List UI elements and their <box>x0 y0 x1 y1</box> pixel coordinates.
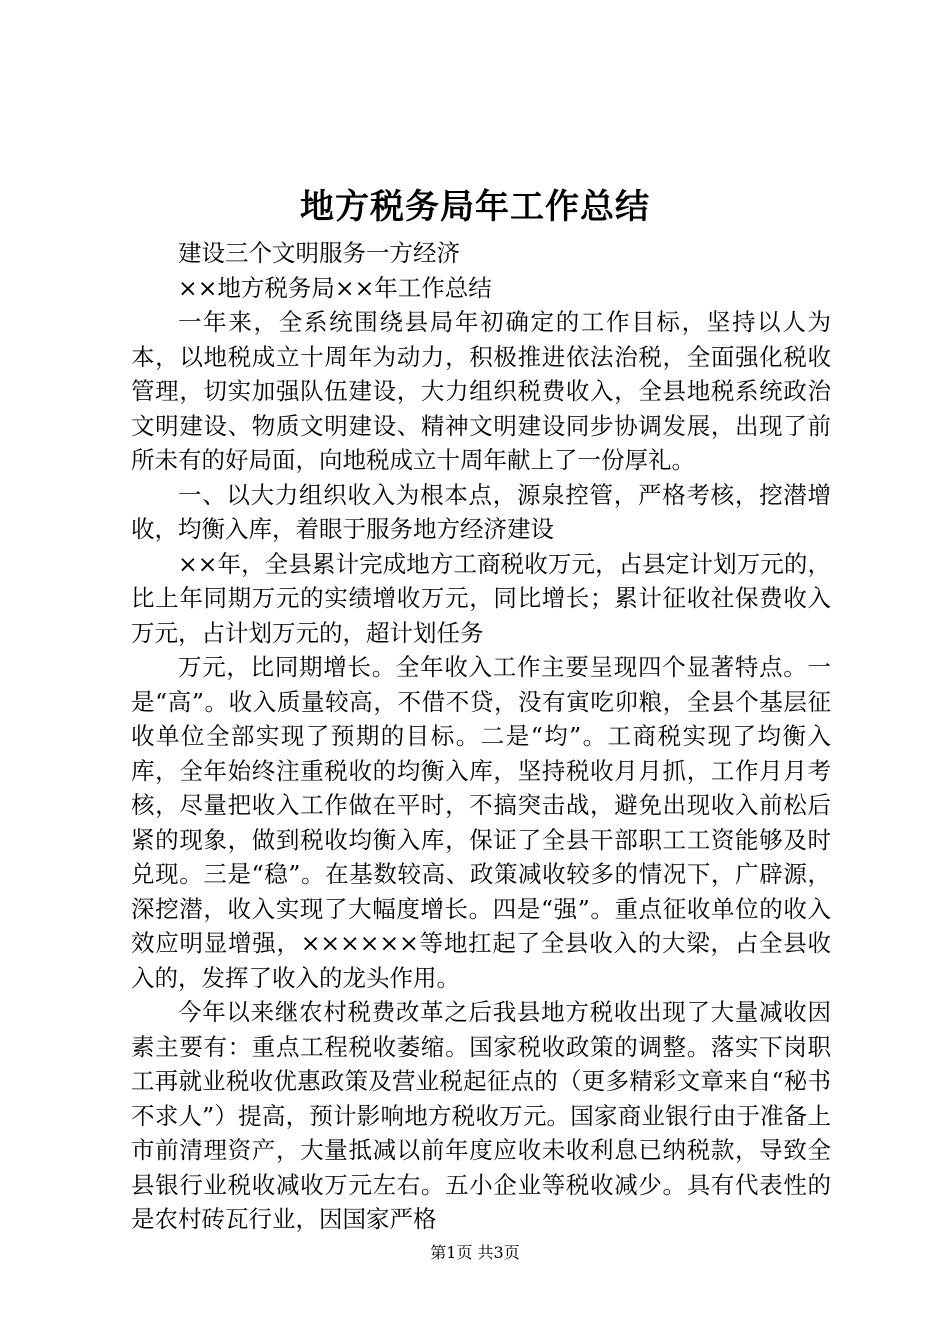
paragraph-revenue: ××年，全县累计完成地方工商税收万元，占县定计划万元的，比上年同期万元的实绩增收万元，同比增长；累计征收社保费收入万元，占计划万元的，超计划任务 <box>131 549 831 647</box>
paragraph-intro: 一年来，全系统围绕县局年初确定的工作目标，坚持以人为本，以地税成立十周年为动力，积极推进依法治税，全面强化税收管理，切实加强队伍建设，大力组织税费收入，全县地税系统政治文明建设、物质文明建设、精神文明建设同步协调发展，出现了前所未有的好局面，向地税成立十周年献上了一份厚礼。 <box>131 308 831 474</box>
paragraph-heading: ××地方税务局××年工作总结 <box>178 273 492 302</box>
page-footer: 第1页 共3页 <box>430 1243 520 1262</box>
document-body <box>131 236 831 1237</box>
document-title: 地方税务局年工作总结 <box>300 187 650 227</box>
paragraph-section-one: 一、以大力组织收入为根本点，源泉控管，严格考核，挖潜增收，均衡入库，着眼于服务地方经济建设 <box>131 480 831 543</box>
paragraph-reduction: 今年以来继农村税费改革之后我县地方税收出现了大量减收因素主要有：重点工程税收萎缩。国家税收政策的调整。落实下岗职工再就业税收优惠政策及营业税起征点的（更多精彩文章来自“秘书不求人”）提高，预计影响地方税收万元。国家商业银行由于准备上市前清理资产，大量抵减以前年度应收未收利息已纳税款，导致全县银行业税收减收万元左右。五小企业等税收减少。具有代表性的是农村砖瓦行业，因国家严格 <box>131 998 831 1233</box>
paragraph-features: 万元，比同期增长。全年收入工作主要呈现四个显著特点。一是“高”。收入质量较高，不借不贷，没有寅吃卯粮，全县个基层征收单位全部实现了预期的目标。二是“均”。工商税实现了均衡入库，全年始终注重税收的均衡入库，坚持税收月月抓，工作月月考核，尽量把收入工作做在平时，不搞突击战，避免出现收入前松后紧的现象，做到税收均衡入库，保证了全县干部职工工资能够及时兑现。三是“稳”。在基数较高、政策减收较多的情况下，广辟源，深挖潜，收入实现了大幅度增长。四是“强”。重点征收单位的收入效应明显增强，××××××等地扛起了全县收入的大梁，占全县收入的，发挥了收入的龙头作用。 <box>131 653 831 992</box>
paragraph-subtitle: 建设三个文明服务一方经济 <box>178 239 460 267</box>
